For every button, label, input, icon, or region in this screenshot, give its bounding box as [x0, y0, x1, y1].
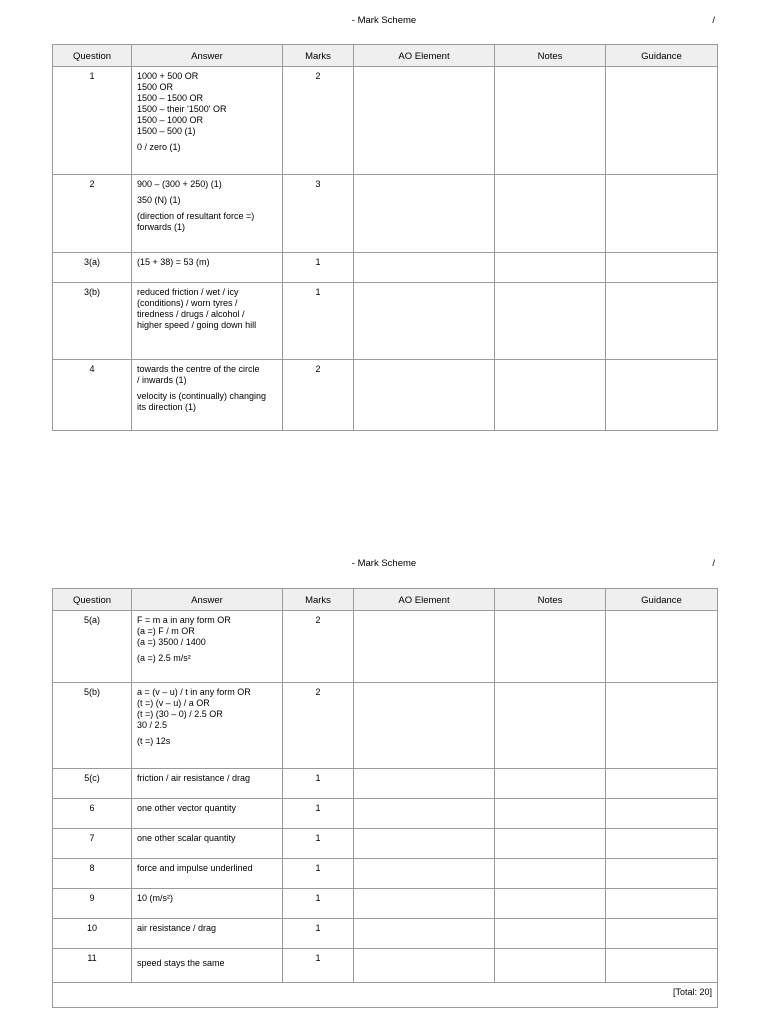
guidance-cell — [606, 683, 718, 769]
answer-cell — [132, 67, 283, 175]
ao-element-cell — [354, 683, 495, 769]
page-title: - Mark Scheme — [351, 558, 417, 569]
answer-line: 1500 OR — [137, 82, 174, 92]
table-row — [53, 859, 718, 889]
question-number: 4 — [53, 360, 132, 431]
table-row — [53, 769, 718, 799]
ao-element-cell — [354, 611, 495, 683]
ao-element-cell — [354, 360, 495, 431]
marks-value: 1 — [283, 799, 354, 829]
table-row — [53, 683, 718, 769]
question-number: 2 — [53, 175, 132, 253]
guidance-cell — [606, 799, 718, 829]
answer-line: friction / air resistance / drag — [137, 773, 251, 783]
notes-cell — [495, 919, 606, 949]
marks-value: 3 — [283, 175, 354, 253]
col-answer: Answer — [132, 589, 283, 611]
notes-cell — [495, 67, 606, 175]
answer-cell — [132, 253, 283, 283]
notes-cell — [495, 799, 606, 829]
answer-cell — [132, 283, 283, 360]
marks-value: 1 — [283, 769, 354, 799]
table-row — [53, 283, 718, 360]
answer-cell — [132, 769, 283, 799]
guidance-cell — [606, 67, 718, 175]
table-row — [53, 611, 718, 683]
col-question: Question — [53, 45, 132, 67]
answer-line: force and impulse underlined — [137, 863, 253, 873]
answer-line: (t =) (v – u) / a OR — [137, 698, 210, 708]
col-guidance: Guidance — [606, 45, 718, 67]
answer-line: 1500 – 1500 OR — [137, 93, 204, 103]
page-header-2 — [0, 558, 768, 572]
guidance-cell — [606, 611, 718, 683]
question-number: 9 — [53, 889, 132, 919]
answer-line: / inwards (1) — [137, 375, 187, 385]
ao-element-cell — [354, 253, 495, 283]
table-row — [53, 919, 718, 949]
answer-line: its direction (1) — [137, 402, 197, 412]
table-row — [53, 829, 718, 859]
guidance-cell — [606, 175, 718, 253]
page-header-1 — [0, 15, 768, 29]
notes-cell — [495, 859, 606, 889]
table-header-row — [53, 45, 718, 67]
ao-element-cell — [354, 889, 495, 919]
answer-line: one other scalar quantity — [137, 833, 236, 843]
answer-line: 0 / zero (1) — [137, 142, 181, 152]
notes-cell — [495, 889, 606, 919]
answer-cell — [132, 859, 283, 889]
mark-scheme-table-1 — [52, 44, 718, 431]
table-row — [53, 175, 718, 253]
col-notes: Notes — [495, 589, 606, 611]
ao-element-cell — [354, 859, 495, 889]
notes-cell — [495, 829, 606, 859]
marks-value: 1 — [283, 949, 354, 983]
answer-line: (a =) F / m OR — [137, 626, 195, 636]
marks-value: 2 — [283, 683, 354, 769]
answer-line: one other vector quantity — [137, 803, 237, 813]
question-number: 5(c) — [53, 769, 132, 799]
question-number: 5(b) — [53, 683, 132, 769]
question-number: 3(a) — [53, 253, 132, 283]
table-row — [53, 67, 718, 175]
question-number: 5(a) — [53, 611, 132, 683]
marks-value: 1 — [283, 253, 354, 283]
col-guidance: Guidance — [606, 589, 718, 611]
answer-line: 350 (N) (1) — [137, 195, 181, 205]
answer-line: (a =) 2.5 m/s² — [137, 653, 191, 663]
answer-cell — [132, 360, 283, 431]
question-number: 6 — [53, 799, 132, 829]
marks-value: 2 — [283, 611, 354, 683]
ao-element-cell — [354, 799, 495, 829]
notes-cell — [495, 283, 606, 360]
answer-cell — [132, 611, 283, 683]
answer-line: (a =) 3500 / 1400 — [137, 637, 206, 647]
notes-cell — [495, 360, 606, 431]
question-number: 3(b) — [53, 283, 132, 360]
marks-value: 1 — [283, 283, 354, 360]
notes-cell — [495, 253, 606, 283]
table-row — [53, 889, 718, 919]
ao-element-cell — [354, 67, 495, 175]
guidance-cell — [606, 769, 718, 799]
answer-line: 1000 + 500 OR — [137, 71, 199, 81]
question-number: 10 — [53, 919, 132, 949]
total-marks: [Total: 20] — [53, 983, 718, 1008]
guidance-cell — [606, 283, 718, 360]
answer-cell — [132, 799, 283, 829]
table-row — [53, 949, 718, 983]
guidance-cell — [606, 919, 718, 949]
question-number: 8 — [53, 859, 132, 889]
answer-line: a = (v – u) / t in any form OR — [137, 687, 251, 697]
page-title: - Mark Scheme — [351, 15, 417, 26]
guidance-cell — [606, 949, 718, 983]
marks-value: 1 — [283, 859, 354, 889]
answer-line: forwards (1) — [137, 222, 186, 232]
answer-line: (t =) (30 – 0) / 2.5 OR — [137, 709, 223, 719]
table-row — [53, 360, 718, 431]
ao-element-cell — [354, 919, 495, 949]
answer-cell — [132, 919, 283, 949]
answer-line: (15 + 38) = 53 (m) — [137, 257, 210, 267]
col-ao-element: AO Element — [354, 589, 495, 611]
answer-line: air resistance / drag — [137, 923, 217, 933]
ao-element-cell — [354, 829, 495, 859]
guidance-cell — [606, 889, 718, 919]
notes-cell — [495, 611, 606, 683]
mark-scheme-table-2 — [52, 588, 718, 1008]
answer-line: 1500 – their '1500' OR — [137, 104, 227, 114]
answer-cell — [132, 683, 283, 769]
answer-line: (conditions) / worn tyres / — [137, 298, 238, 308]
col-question: Question — [53, 589, 132, 611]
answer-cell — [132, 889, 283, 919]
answer-line: velocity is (continually) changing — [137, 391, 267, 401]
ao-element-cell — [354, 769, 495, 799]
guidance-cell — [606, 859, 718, 889]
question-number: 7 — [53, 829, 132, 859]
answer-line: F = m a in any form OR — [137, 615, 231, 625]
total-row — [53, 983, 718, 1008]
question-number: 1 — [53, 67, 132, 175]
ao-element-cell — [354, 949, 495, 983]
answer-cell — [132, 829, 283, 859]
table-header-row — [53, 589, 718, 611]
table-row — [53, 799, 718, 829]
marks-value: 1 — [283, 889, 354, 919]
answer-line: 30 / 2.5 — [137, 720, 168, 730]
answer-line: (direction of resultant force =) — [137, 211, 255, 221]
col-notes: Notes — [495, 45, 606, 67]
answer-line: towards the centre of the circle — [137, 364, 260, 374]
answer-line: 1500 – 1000 OR — [137, 115, 204, 125]
marks-value: 2 — [283, 67, 354, 175]
notes-cell — [495, 949, 606, 983]
answer-line: speed stays the same — [137, 958, 225, 968]
answer-line: reduced friction / wet / icy — [137, 287, 239, 297]
notes-cell — [495, 683, 606, 769]
ao-element-cell — [354, 283, 495, 360]
question-number: 11 — [53, 949, 132, 983]
answer-line: 900 – (300 + 250) (1) — [137, 179, 222, 189]
answer-line: 1500 – 500 (1) — [137, 126, 196, 136]
col-marks: Marks — [283, 589, 354, 611]
marks-value: 1 — [283, 829, 354, 859]
answer-line: 10 (m/s²) — [137, 893, 173, 903]
notes-cell — [495, 175, 606, 253]
answer-line: tiredness / drugs / alcohol / — [137, 309, 245, 319]
guidance-cell — [606, 829, 718, 859]
page-slash: / — [712, 15, 715, 26]
col-marks: Marks — [283, 45, 354, 67]
answer-cell — [132, 949, 283, 983]
answer-cell — [132, 175, 283, 253]
guidance-cell — [606, 360, 718, 431]
table-row — [53, 253, 718, 283]
col-answer: Answer — [132, 45, 283, 67]
ao-element-cell — [354, 175, 495, 253]
guidance-cell — [606, 253, 718, 283]
notes-cell — [495, 769, 606, 799]
col-ao-element: AO Element — [354, 45, 495, 67]
answer-line: higher speed / going down hill — [137, 320, 257, 330]
page-slash: / — [712, 558, 715, 569]
marks-value: 1 — [283, 919, 354, 949]
answer-line: (t =) 12s — [137, 736, 171, 746]
marks-value: 2 — [283, 360, 354, 431]
